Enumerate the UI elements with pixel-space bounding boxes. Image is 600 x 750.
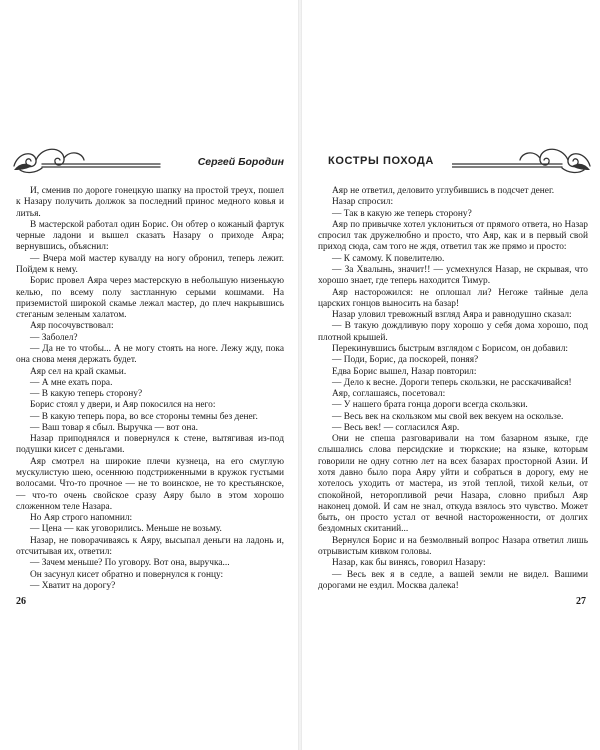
running-head-author: Сергей Бородин xyxy=(197,156,284,168)
paragraph: Назар уловил тревожный взгляд Аяра и равнодушно сказал: xyxy=(332,310,572,321)
paragraph: Они не спеша разговаривали на том базарном языке, где слышались слова персидские и тюркские; на языке, которым говорили не одну сотню лет на всех базарах просторной Азии. И хотя давно было пора Аяру уйти и собраться в дорогу, ему не хотелось уходить от мастера, из этой теплой, тихой кельи, от спокойной, неторопливой речи Назара, словно прибыл Аяр наконец домой. И сам не знал, откуда взялось это чувство. Может быть, он просто устал от вечной настороженности, от долгих бездомных скитаний... xyxy=(318,434,588,535)
paragraph: — Весь век я в седле, а вашей земли не видел. Вашими дорогами не ездил. Москва далека! xyxy=(318,569,588,591)
paragraph: — Хватит на дорогу? xyxy=(30,580,116,591)
right-ornament-icon xyxy=(452,140,592,180)
paragraph: — Ваш товар я сбыл. Выручка — вот она. xyxy=(30,422,198,433)
paragraph: — К самому. К повелителю. xyxy=(332,253,445,264)
paragraph: Едва Борис вышел, Назар повторил: xyxy=(332,366,477,377)
running-head-title: КОСТРЫ ПОХОДА xyxy=(328,155,434,167)
page-number: 26 xyxy=(16,596,26,607)
paragraph: Вернулся Борис и на безмолвный вопрос Назара ответил лишь отрывистым кивком головы. xyxy=(318,535,588,557)
paragraph: Аяр смотрел на широкие плечи кузнеца, на его смуглую мускулистую шею, осеннюю подстриженными в кружок густыми волосами. Что-то прочное — не то воинское, не то крестьянское, — что-то очень свойское сразу Аяру было в этом хорошо сложенном теле Назара. xyxy=(16,456,284,512)
paragraph: И, сменив по дороге гонецкую шапку на простой треух, пошел к Назару получить должок за последний принос медного ковья и литья. xyxy=(16,186,284,219)
paragraph: В мастерской работал один Борис. Он обтер о кожаный фартук черные ладони и вышел сказать Назару о приходе Аяра; вернувшись, объяснил: xyxy=(16,219,284,253)
paragraph: Назар, не поворачиваясь к Аяру, высыпал деньги на ладонь и, отсчитывая их, ответил: xyxy=(16,535,284,557)
paragraph: — Заболел? xyxy=(30,332,78,343)
paragraph: — Весь век! — согласился Аяр. xyxy=(332,422,460,433)
paragraph: Аяр не ответил, деловито углубившись в подсчет денег. xyxy=(332,186,555,196)
paragraph: Он засунул кисет обратно и повернулся к гонцу: xyxy=(30,569,224,580)
paragraph: Аяр, соглашаясь, посетовал: xyxy=(332,389,446,400)
right-running-header xyxy=(308,140,600,180)
paragraph: Аяр посочувствовал: xyxy=(30,321,114,332)
paragraph: Назар, как бы винясь, говорил Назару: xyxy=(332,558,486,569)
paragraph: — В такую дождливую пору хорошо у себя дома хорошо, под плотной крышей. xyxy=(318,321,588,343)
paragraph: Аяр насторожился: не оплошал ли? Негоже тайные дела царских гонцов выносить на базар! xyxy=(318,287,588,309)
paragraph: — Поди, Борис, да поскорей, поняя? xyxy=(332,355,479,366)
left-text-block xyxy=(16,186,284,592)
paragraph: — А мне ехать пора. xyxy=(30,377,113,388)
paragraph: Аяр сел на край скамьи. xyxy=(30,366,127,377)
paragraph: — Весь век на скользком мы свой век векуем на оскользе. xyxy=(332,411,564,422)
paragraph: Назар спросил: xyxy=(332,197,394,208)
paragraph: Перекинувшись быстрым взглядом с Борисом, он добавил: xyxy=(332,343,568,354)
left-ornament-icon xyxy=(12,140,162,180)
paragraph: — В какую теперь сторону? xyxy=(30,389,143,400)
paragraph: — Дело к весне. Дороги теперь скользки, не расскачивайся! xyxy=(332,377,572,388)
paragraph: — Цена — как уговорились. Меньше не возьму. xyxy=(30,524,222,535)
paragraph: Но Аяр строго напомнил: xyxy=(30,513,133,524)
paragraph: Назар приподнялся и повернулся к стене, вытягивая из-под подушки кисет с деньгами. xyxy=(16,434,284,456)
paragraph: — За Хвалынь, значит!! — усмехнулся Назар, не скрывая, что хорошо знает, где теперь находится Тимур. xyxy=(318,264,588,287)
paragraph: — Да не то чтобы... А не могу стоять на ноге. Лежу жду, пока она снова меня держать будет. xyxy=(16,343,284,366)
paragraph: — В какую теперь пора, во все стороны темны без денег. xyxy=(30,411,258,422)
page-number: 27 xyxy=(576,596,586,607)
right-page xyxy=(300,0,600,750)
paragraph: — Так в какую же теперь сторону? xyxy=(332,208,472,219)
paragraph: — У нашего брата гонца дороги всегда скользки. xyxy=(332,400,528,411)
paragraph: — Вчера мой мастер кувалду на ногу обронил, теперь лежит. Пойдем к нему. xyxy=(16,253,284,275)
paragraph: Борис провел Аяра через мастерскую в небольшую низенькую келью, по всему полу застланную серыми кошмами. На приземистой широкой скамье лежал мастер, до плеч накрывшись стеганым зеленым халатом. xyxy=(16,276,284,321)
paragraph: Борис стоял у двери, и Аяр покосился на него: xyxy=(30,400,216,411)
right-text-block xyxy=(318,186,588,592)
left-running-header xyxy=(0,140,294,180)
paragraph: — Зачем меньше? По уговору. Вот она, выручка... xyxy=(30,558,230,569)
paragraph: Аяр по привычке хотел уклониться от прямого ответа, но Назар спросил так дружелюбно и просто, что Аяр, как и в первый свой приход сюда, сам того не ждя, ответил так же прямо и просто: xyxy=(318,219,588,253)
